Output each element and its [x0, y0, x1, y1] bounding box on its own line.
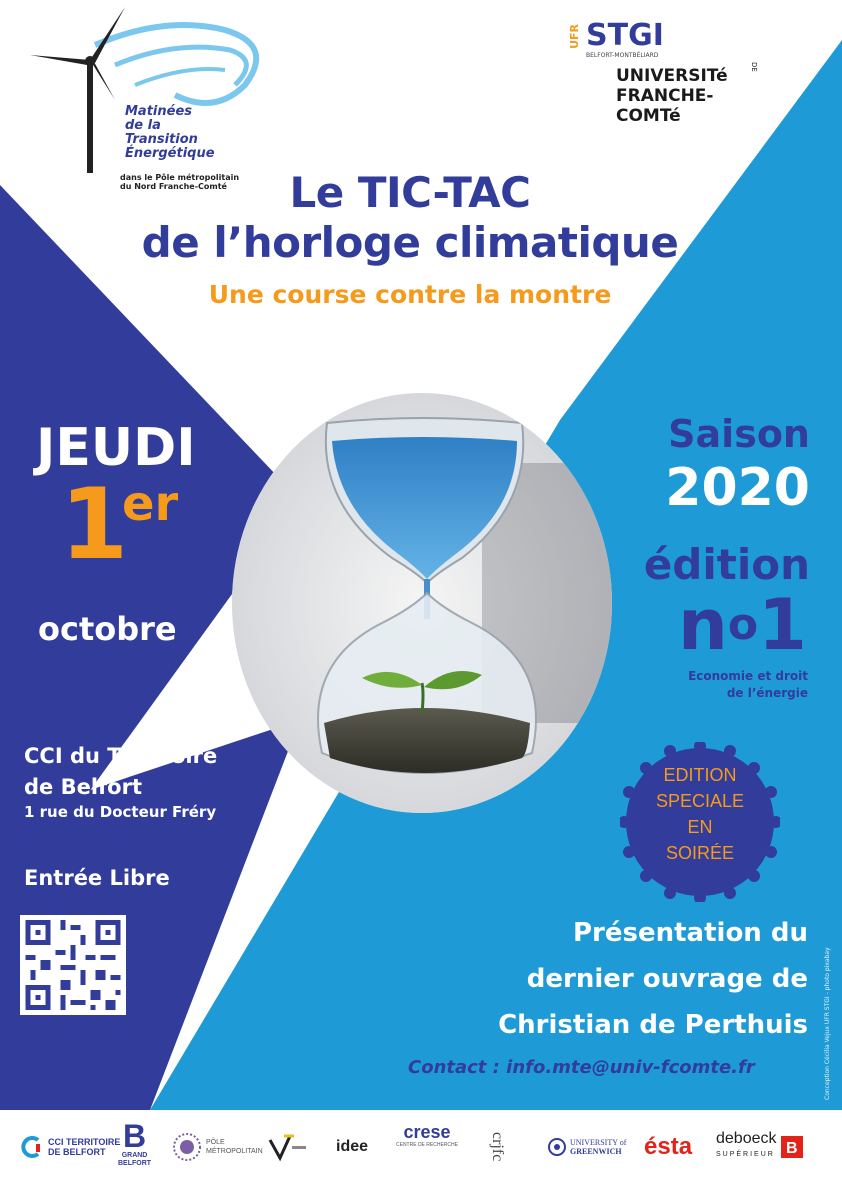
- venue-line1: CCI du Territoire: [24, 744, 218, 768]
- badge-line: SOIRÉE: [665, 843, 735, 863]
- vallee-energie-logo-icon: [268, 1132, 308, 1162]
- venue-address: 1 rue du Docteur Fréry: [24, 803, 217, 821]
- univ-line1: UNIVERSITé: [616, 66, 728, 86]
- ufr-stgi-logo: [568, 18, 768, 126]
- edition-label: édition: [643, 540, 810, 589]
- title-block: [100, 168, 720, 309]
- mte-logo-sub: du Nord Franche-Comté: [120, 182, 227, 191]
- presentation-block: [440, 910, 808, 1048]
- photo-credit: Conception Cécilia Vejux UFR STGI - photo pixabay: [824, 947, 831, 1100]
- pole-line: PÔLE: [206, 1139, 225, 1146]
- date-day-suffix: er: [122, 476, 179, 532]
- greenwich-line: UNIVERSITY of: [570, 1138, 627, 1147]
- idee-label: idee: [336, 1138, 369, 1155]
- edition-number: [678, 585, 818, 665]
- badge-line: SPECIALE: [655, 791, 745, 811]
- presentation-line: Christian de Perthuis: [498, 1010, 808, 1040]
- sponsor-deboeck[interactable]: [716, 1122, 803, 1172]
- edition-n: n: [678, 584, 728, 666]
- title-line2: de l’horloge climatique: [141, 218, 679, 267]
- edition-theme-line: de l’énergie: [726, 686, 808, 700]
- edition-theme: [600, 668, 808, 702]
- deboeck-sub: SUPÉRIEUR: [716, 1151, 775, 1158]
- sponsor-crjfc[interactable]: [488, 1122, 506, 1172]
- mte-logo-line: de la: [125, 118, 161, 133]
- univ-de: DE: [750, 62, 758, 72]
- mte-logo-sub: dans le Pôle métropolitain: [120, 173, 240, 182]
- greenwich-line: GREENWICH: [570, 1147, 622, 1156]
- ufr-prefix: UFR: [568, 24, 581, 49]
- edition-digit: 1: [758, 584, 807, 666]
- season-label: Saison: [668, 412, 810, 456]
- sponsor-idee[interactable]: [336, 1122, 368, 1172]
- edition-theme-line: Economie et droit: [688, 669, 808, 683]
- esta-label: ésta: [644, 1133, 693, 1160]
- sponsor-grand-belfort[interactable]: [118, 1120, 151, 1180]
- venue-line2: de Belfort: [24, 775, 142, 799]
- crjfc-label: crjfc: [489, 1132, 506, 1162]
- venue-block: [24, 740, 304, 822]
- deboeck-label: deboeck: [716, 1130, 777, 1147]
- svg-text:B: B: [785, 1140, 798, 1157]
- presentation-line: Présentation du: [573, 918, 808, 948]
- pole-metropolitain-lion-icon: [172, 1132, 202, 1162]
- pole-line: MÉTROPOLITAIN: [206, 1148, 263, 1155]
- mte-logo-line: Énergétique: [125, 146, 215, 161]
- cci-line: DE BELFORT: [48, 1147, 106, 1157]
- mte-logo-line: Transition: [125, 132, 198, 147]
- mte-logo-line: Matinées: [125, 104, 193, 119]
- sponsor-greenwich[interactable]: [548, 1122, 626, 1172]
- qr-code[interactable]: [20, 915, 126, 1015]
- mte-logo: [25, 5, 285, 195]
- date-month: octobre: [38, 610, 177, 648]
- deboeck-b-icon: [781, 1136, 803, 1158]
- qr-code-icon: [20, 915, 126, 1015]
- crese-label: crese: [403, 1122, 451, 1142]
- cci-line: CCI TERRITOIRE: [48, 1137, 121, 1147]
- subtitle: Une course contre la montre: [208, 280, 612, 309]
- sponsor-crese[interactable]: [396, 1122, 458, 1172]
- season-year: 2020: [665, 458, 810, 518]
- badge-line: EDITION: [663, 765, 737, 785]
- greenwich-crest-icon: [548, 1138, 566, 1156]
- univ-line2: FRANCHE-COMTé: [616, 86, 714, 126]
- grand-belfort-line: BELFORT: [118, 1160, 152, 1167]
- sponsor-cci[interactable]: [20, 1122, 120, 1172]
- sponsor-vallee[interactable]: [268, 1122, 308, 1172]
- date-day-number: 1: [60, 468, 129, 582]
- ufr-sub: BELFORT-MONTBÉLIARD: [586, 52, 659, 59]
- crese-sub: CENTRE DE RECHERCHE: [396, 1142, 458, 1148]
- badge-line: EN: [687, 817, 713, 837]
- date-day-name: JEUDI: [36, 418, 196, 478]
- presentation-line: dernier ouvrage de: [526, 964, 808, 994]
- contact-email[interactable]: Contact : info.mte@univ-fcomte.fr: [408, 1057, 755, 1078]
- cci-logo-icon: [20, 1135, 44, 1159]
- edition-o: o: [727, 599, 759, 650]
- entry-info: Entrée Libre: [24, 866, 170, 890]
- ufr-name: STGI: [586, 18, 664, 53]
- grand-belfort-b-icon: B: [122, 1118, 147, 1154]
- grand-belfort-line: GRAND: [121, 1152, 148, 1159]
- wind-turbine-icon: [25, 5, 285, 195]
- sponsor-esta[interactable]: [644, 1122, 692, 1172]
- title-line1: Le TIC-TAC: [289, 168, 531, 217]
- special-edition-badge: [620, 742, 780, 902]
- sponsor-pole[interactable]: [172, 1122, 263, 1172]
